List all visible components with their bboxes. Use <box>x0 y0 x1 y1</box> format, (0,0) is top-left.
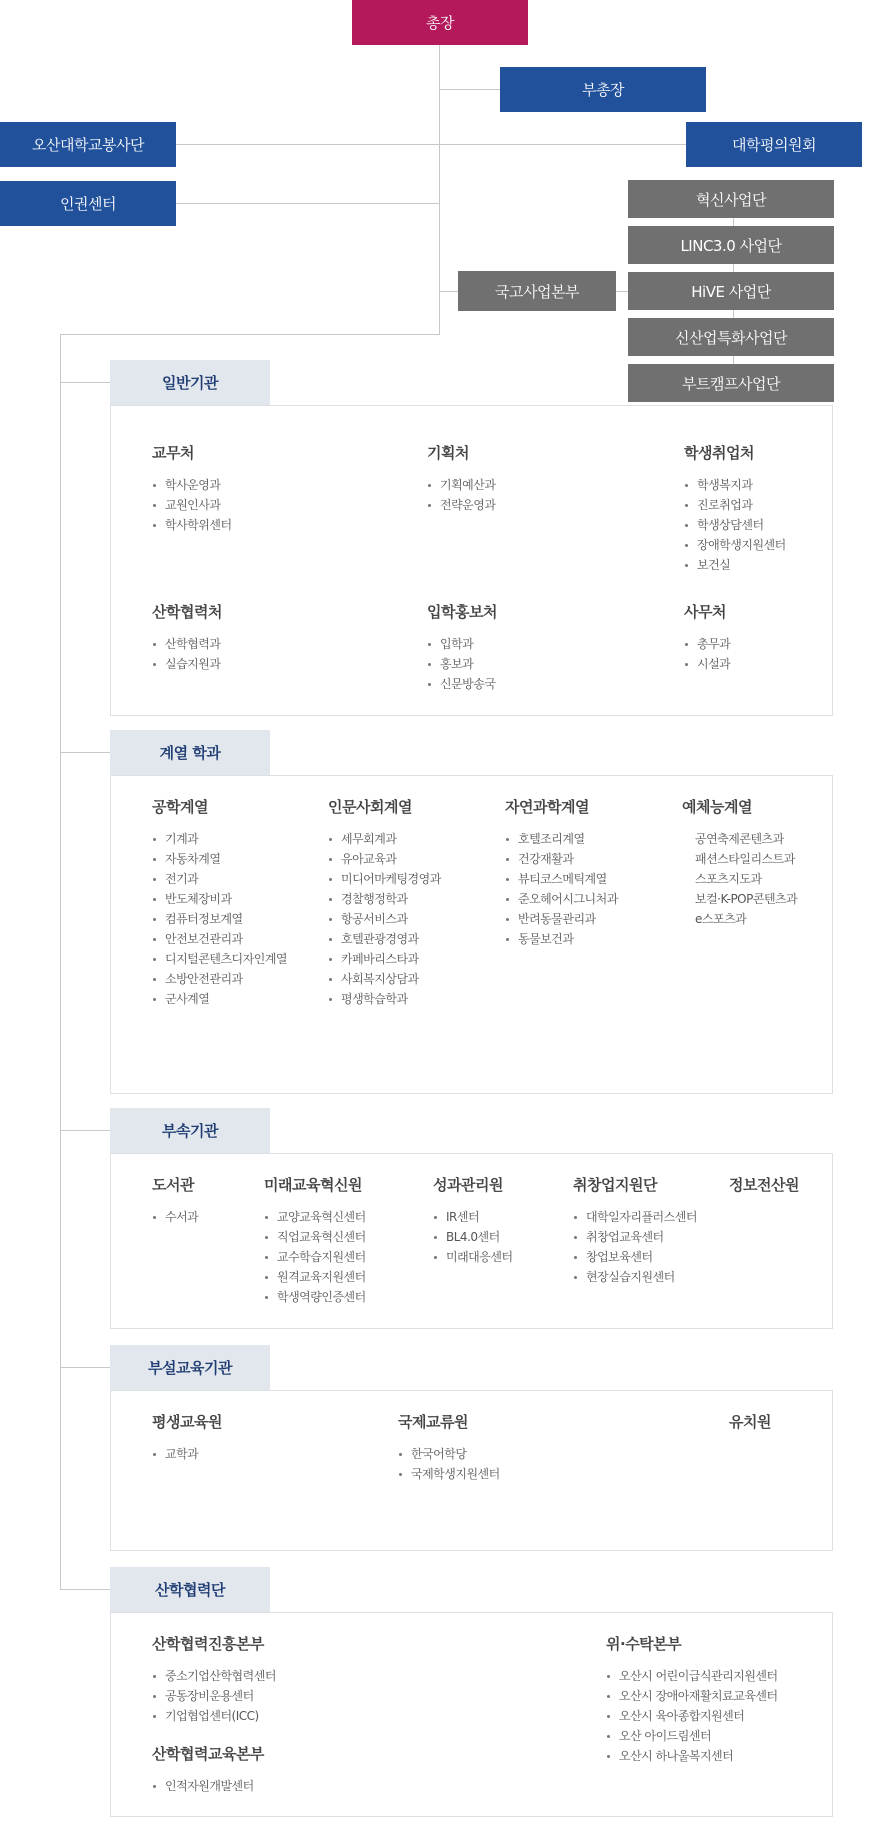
general-tab[interactable] <box>110 360 270 405</box>
industry-tab-label: 산학협력단 <box>155 1581 225 1599</box>
project-linc-label: LINC3.0 사업단 <box>680 236 782 255</box>
affiliated-tab[interactable] <box>110 1108 270 1153</box>
unit-title: 취창업지원단 <box>573 1176 657 1194</box>
departments-panel <box>110 775 833 1094</box>
unit-industry-promotion <box>152 1633 276 1726</box>
list-item: 컴퓨터정보계열 <box>152 909 287 929</box>
unit-title: 교무처 <box>152 444 194 462</box>
list-item: 동물보건과 <box>505 929 618 949</box>
list-item: 스포츠지도과 <box>695 872 762 886</box>
list-item: 총무과 <box>684 634 730 654</box>
volunteer-committee-connector <box>176 144 686 145</box>
human-rights-connector <box>176 203 439 204</box>
list-item: 창업보육센터 <box>573 1247 697 1267</box>
list-item: 사회복지상담과 <box>328 969 441 989</box>
list-item: BL4.0센터 <box>433 1227 513 1247</box>
volunteer-corps-box[interactable] <box>0 122 176 167</box>
list-item: 안전보건관리과 <box>152 929 287 949</box>
unit-planning <box>427 442 495 515</box>
human-rights-center-box[interactable] <box>0 181 176 226</box>
project-hive-box[interactable] <box>628 272 834 310</box>
list-item: 군사계열 <box>152 989 287 1009</box>
general-tab-label: 일반기관 <box>162 374 218 392</box>
unit-student-career <box>684 442 786 575</box>
unit-academic-affairs <box>152 442 232 535</box>
project-new-industry-box[interactable] <box>628 318 834 356</box>
unit-title: 국제교류원 <box>398 1413 468 1431</box>
list-item: 입학과 <box>427 634 497 654</box>
list-item: 건강재활과 <box>505 849 618 869</box>
project-bootcamp-label: 부트캠프사업단 <box>682 374 780 393</box>
departments-tab-connector <box>60 752 110 753</box>
unit-title: 자연과학계열 <box>505 798 589 816</box>
president-box[interactable] <box>352 0 528 45</box>
dept-humanities <box>328 796 441 1009</box>
unit-title: 성과관리원 <box>433 1176 503 1194</box>
dept-arts-sports <box>682 796 797 929</box>
industry-tab[interactable] <box>110 1567 270 1612</box>
list-item: 기업협업센터(ICC) <box>152 1706 276 1726</box>
unit-title: 입학홍보처 <box>427 603 497 621</box>
unit-title: 위·수탁본부 <box>606 1635 682 1653</box>
unit-industry-cooperation <box>152 601 222 674</box>
unit-kindergarten <box>729 1411 771 1444</box>
list-item: 원격교육지원센터 <box>264 1267 366 1287</box>
list-item: 전기과 <box>152 869 287 889</box>
list-item: 취창업교육센터 <box>573 1227 697 1247</box>
unit-admissions-pr <box>427 601 497 694</box>
unit-title: 산학협력진흥본부 <box>152 1635 264 1653</box>
left-vertical-line <box>60 334 61 1589</box>
list-item: 자동차계열 <box>152 849 287 869</box>
general-panel <box>110 405 833 716</box>
national-project-hq-label: 국고사업본부 <box>495 282 579 301</box>
list-item: 국제학생지원센터 <box>398 1464 500 1484</box>
project-bootcamp-box[interactable] <box>628 364 834 402</box>
list-item: 공연축제콘텐츠과 <box>695 832 784 846</box>
unit-title: 예체능계열 <box>682 798 752 816</box>
list-item: 평생학습학과 <box>328 989 441 1009</box>
unit-title: 기획처 <box>427 444 469 462</box>
vice-president-connector <box>440 89 500 90</box>
list-item: 중소기업산학협력센터 <box>152 1666 276 1686</box>
list-item: 패션스타일리스트과 <box>695 852 795 866</box>
national-project-connector <box>440 291 458 292</box>
unit-title: 공학계열 <box>152 798 208 816</box>
national-project-hq-box[interactable] <box>458 271 616 311</box>
list-item: 오산시 어린이급식관리지원센터 <box>606 1666 778 1686</box>
industry-panel <box>110 1612 833 1817</box>
list-item: 반려동물관리과 <box>505 909 618 929</box>
list-item: 오산시 장애아재활치료교육센터 <box>606 1686 778 1706</box>
evaluation-committee-box[interactable] <box>686 122 862 167</box>
list-item: 장애학생지원센터 <box>684 535 786 555</box>
list-item: 인적자원개발센터 <box>152 1776 264 1796</box>
unit-title: 학생취업처 <box>684 444 754 462</box>
trunk-to-left-line <box>60 334 440 335</box>
list-item: 기계과 <box>152 829 287 849</box>
dept-natural-science <box>505 796 618 949</box>
unit-industry-education <box>152 1743 264 1796</box>
list-item: 오산 아이드림센터 <box>606 1726 778 1746</box>
list-item: 현장실습지원센터 <box>573 1267 697 1287</box>
president-label: 총장 <box>426 14 454 32</box>
unit-information-computing <box>729 1174 799 1207</box>
list-item: 세무회계과 <box>328 829 441 849</box>
attached-edu-tab[interactable] <box>110 1345 270 1390</box>
list-item: 보건실 <box>684 555 786 575</box>
volunteer-corps-label: 오산대학교봉사단 <box>32 136 144 154</box>
affiliated-tab-connector <box>60 1130 110 1131</box>
unit-title: 산학협력처 <box>152 603 222 621</box>
list-item: 유아교육과 <box>328 849 441 869</box>
unit-title: 산학협력교육본부 <box>152 1745 264 1763</box>
list-item: 준오헤어시그니처과 <box>505 889 618 909</box>
list-item: 오산시 육아종합지원센터 <box>606 1706 778 1726</box>
project-innovation-box[interactable] <box>628 180 834 218</box>
unit-title: 유치원 <box>729 1413 771 1431</box>
list-item: 반도체장비과 <box>152 889 287 909</box>
unit-library <box>152 1174 198 1227</box>
unit-lifelong-education <box>152 1411 222 1464</box>
list-item: 홍보과 <box>427 654 497 674</box>
list-item: 학사학위센터 <box>152 515 232 535</box>
affiliated-panel <box>110 1153 833 1329</box>
unit-future-education <box>264 1174 366 1307</box>
list-item: 수서과 <box>152 1207 198 1227</box>
list-item: 디지털콘텐츠디자인계열 <box>152 949 287 969</box>
list-item: 항공서비스과 <box>328 909 441 929</box>
list-item: 오산시 하나울복지센터 <box>606 1746 778 1766</box>
attached-edu-panel <box>110 1390 833 1551</box>
list-item: IR센터 <box>433 1207 513 1227</box>
unit-title: 도서관 <box>152 1176 194 1194</box>
list-item: 기획예산과 <box>427 475 495 495</box>
attached-edu-tab-connector <box>60 1367 110 1368</box>
unit-title: 미래교육혁신원 <box>264 1176 362 1194</box>
affiliated-tab-label: 부속기관 <box>162 1122 218 1140</box>
unit-career-startup <box>573 1174 697 1287</box>
list-item: 호텔조리계열 <box>505 829 618 849</box>
list-item: 직업교육혁신센터 <box>264 1227 366 1247</box>
unit-title: 정보전산원 <box>729 1176 799 1194</box>
list-item: 교양교육혁신센터 <box>264 1207 366 1227</box>
list-item: 전략운영과 <box>427 495 495 515</box>
evaluation-committee-label: 대학평의원회 <box>732 136 816 154</box>
project-new-industry-label: 신산업특화사업단 <box>675 328 787 347</box>
unit-title: 인문사회계열 <box>328 798 412 816</box>
list-item: 카페바리스타과 <box>328 949 441 969</box>
list-item: 호텔관광경영과 <box>328 929 441 949</box>
list-item: 학생역량인증센터 <box>264 1287 366 1307</box>
unit-consignment <box>606 1633 778 1766</box>
attached-edu-tab-label: 부설교육기관 <box>148 1359 232 1377</box>
list-item: 교학과 <box>152 1444 222 1464</box>
list-item: 학사운영과 <box>152 475 232 495</box>
list-item: 학생상담센터 <box>684 515 786 535</box>
departments-tab-label: 계열 학과 <box>159 744 221 762</box>
list-item: 신문방송국 <box>427 674 497 694</box>
list-item: 미래대응센터 <box>433 1247 513 1267</box>
project-innovation-label: 혁신사업단 <box>696 190 766 209</box>
general-tab-connector <box>60 382 110 383</box>
list-item: 교수학습지원센터 <box>264 1247 366 1267</box>
list-item: 산학협력과 <box>152 634 222 654</box>
unit-administration <box>684 601 730 674</box>
unit-international-exchange <box>398 1411 500 1484</box>
list-item: 공동장비운용센터 <box>152 1686 276 1706</box>
project-hive-label: HiVE 사업단 <box>691 282 771 301</box>
list-item: 한국어학당 <box>398 1444 500 1464</box>
list-item: e스포츠과 <box>695 912 747 926</box>
list-item: 교원인사과 <box>152 495 232 515</box>
list-item: 시설과 <box>684 654 730 674</box>
project-linc-box[interactable] <box>628 226 834 264</box>
list-item: 미디어마케팅경영과 <box>328 869 441 889</box>
dept-engineering <box>152 796 287 1009</box>
human-rights-center-label: 인권센터 <box>60 195 116 213</box>
project-branch-connector <box>616 291 628 292</box>
departments-tab[interactable] <box>110 730 270 775</box>
unit-performance-management <box>433 1174 513 1267</box>
list-item: 뷰티코스메틱계열 <box>505 869 618 889</box>
list-item: 학생복지과 <box>684 475 786 495</box>
unit-title: 평생교육원 <box>152 1413 222 1431</box>
list-item: 대학일자리플러스센터 <box>573 1207 697 1227</box>
unit-title: 사무처 <box>684 603 726 621</box>
list-item: 실습지원과 <box>152 654 222 674</box>
list-item: 보컬·K-POP콘텐츠과 <box>695 892 798 906</box>
vice-president-box[interactable] <box>500 67 706 112</box>
list-item: 경찰행정학과 <box>328 889 441 909</box>
vice-president-label: 부총장 <box>582 81 624 99</box>
industry-tab-connector <box>60 1589 110 1590</box>
list-item: 소방안전관리과 <box>152 969 287 989</box>
list-item: 진로취업과 <box>684 495 786 515</box>
